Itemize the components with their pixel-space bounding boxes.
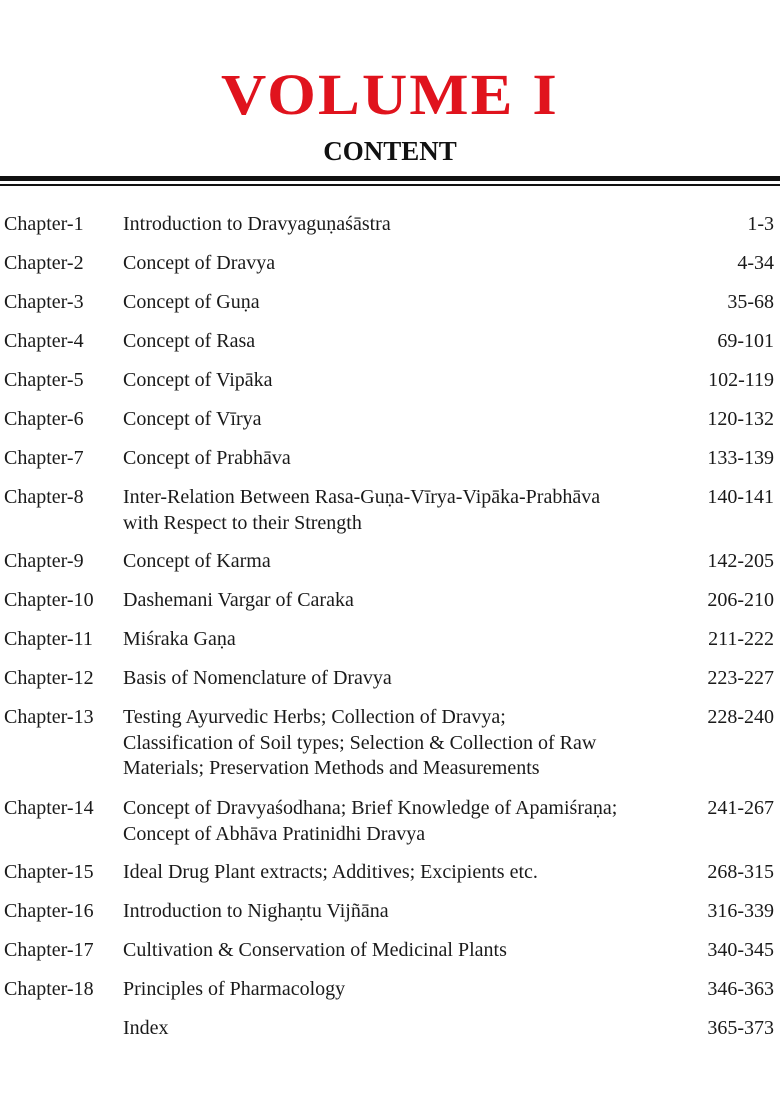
chapter-number: Chapter-6 (4, 408, 84, 430)
chapter-number: Chapter-16 (4, 900, 94, 922)
chapter-number: Chapter-9 (4, 550, 84, 572)
chapter-title: Ideal Drug Plant extracts; Additives; Excipients etc. (123, 861, 538, 883)
page-range: 120-132 (707, 408, 774, 430)
chapter-title: Concept of Vipāka (123, 369, 273, 391)
chapter-title: Miśraka Gaṇa (123, 628, 236, 650)
chapter-title: Concept of Dravya (123, 252, 276, 274)
page-range: 228-240 (707, 706, 774, 728)
chapter-title: Testing Ayurvedic Herbs; Collection of Dravya; Classification of Soil types; Selection & Collection of Raw Materials; Preservation Methods and Measurements (123, 706, 597, 779)
chapter-title: Inter-Relation Between Rasa-Guṇa-Vīrya-Vipāka-Prabhāva with Respect to their Strength (123, 486, 601, 534)
volume-title: VOLUME I (221, 62, 559, 127)
chapter-title: Principles of Pharmacology (123, 978, 346, 1000)
chapter-title: Cultivation & Conservation of Medicinal Plants (123, 939, 507, 961)
chapter-title: Concept of Vīrya (123, 408, 262, 430)
page-range: 241-267 (707, 797, 774, 819)
chapter-number: Chapter-12 (4, 667, 94, 689)
chapter-number: Chapter-11 (4, 628, 93, 650)
chapter-title: Concept of Dravyaśodhana; Brief Knowledge of Apamiśraṇa; Concept of Abhāva Pratinidhi Dravya (123, 797, 618, 845)
chapter-number: Chapter-1 (4, 213, 84, 235)
page-range: 140-141 (707, 486, 774, 508)
page-range: 316-339 (707, 900, 774, 922)
chapter-title: Introduction to Nighaṇtu Vijñāna (123, 900, 389, 922)
chapter-title: Concept of Rasa (123, 330, 256, 352)
chapter-number: Chapter-4 (4, 330, 84, 352)
chapter-number: Chapter-8 (4, 486, 84, 508)
page-range: 1-3 (747, 213, 774, 235)
page-range: 206-210 (707, 589, 774, 611)
divider-thick (0, 176, 780, 181)
page-range: 211-222 (708, 628, 774, 650)
page-range: 102-119 (708, 369, 774, 391)
chapter-number: Chapter-15 (4, 861, 94, 883)
page-range: 35-68 (727, 291, 774, 313)
chapter-title: Index (123, 1017, 169, 1039)
chapter-title: Introduction to Dravyaguṇaśāstra (123, 213, 391, 235)
page-range: 346-363 (707, 978, 774, 1000)
divider-thin (0, 184, 780, 186)
chapter-number: Chapter-10 (4, 589, 94, 611)
page-range: 4-34 (737, 252, 774, 274)
page-range: 133-139 (707, 447, 774, 469)
chapter-number: Chapter-5 (4, 369, 84, 391)
chapter-title: Concept of Guṇa (123, 291, 260, 313)
chapter-number: Chapter-3 (4, 291, 84, 313)
page-range: 223-227 (707, 667, 774, 689)
chapter-number: Chapter-18 (4, 978, 94, 1000)
page-range: 340-345 (707, 939, 774, 961)
page-range: 268-315 (707, 861, 774, 883)
chapter-title: Concept of Prabhāva (123, 447, 291, 469)
chapter-number: Chapter-7 (4, 447, 84, 469)
chapter-number: Chapter-2 (4, 252, 84, 274)
chapter-number: Chapter-14 (4, 797, 94, 819)
content-heading: CONTENT (323, 136, 457, 166)
chapter-number: Chapter-17 (4, 939, 94, 961)
chapter-number: Chapter-13 (4, 706, 94, 728)
page-range: 365-373 (707, 1017, 774, 1039)
page-range: 142-205 (707, 550, 774, 572)
chapter-title: Dashemani Vargar of Caraka (123, 589, 354, 611)
chapter-title: Concept of Karma (123, 550, 271, 572)
page-range: 69-101 (717, 330, 774, 352)
chapter-title: Basis of Nomenclature of Dravya (123, 667, 392, 689)
